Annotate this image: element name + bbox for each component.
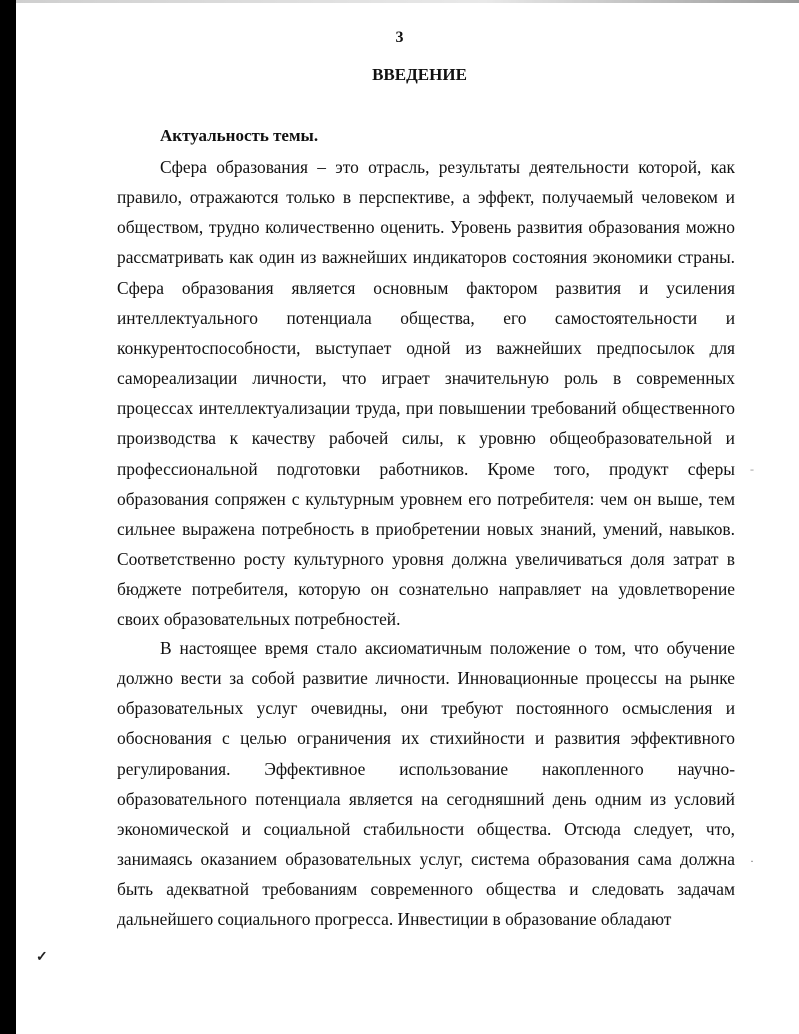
scan-speck-mark: - xyxy=(750,462,754,476)
paragraph-1 xyxy=(117,152,735,635)
page-number: 3 xyxy=(395,29,404,46)
paragraph-2-text: В настоящее время стало аксиоматичным положение о том, что обучение должно вести за собой развитие личности. Инновационные процессы на рынке образовательных услуг очевидны, они требуют постоянного осмысления и обоснования с целью ограничения их стихийности и развития эффективного регулирования. Эффективное использование накопленного научно-образовательного потенциала является на сегодняшний день одним из условий экономической и социальной стабильности общества. Отсюда следует, что, занимаясь оказанием образовательных услуг, система образования сама должна быть адекватной требованиям современного общества и следовать задачам дальнейшего социального прогресса. Инвестиции в образование обладают xyxy=(117,638,735,930)
section-title: Актуальность темы. xyxy=(160,126,319,145)
page-heading: ВВЕДЕНИЕ xyxy=(372,65,467,84)
scan-speck-mark: · xyxy=(750,854,754,868)
paragraph-1-text: Сфера образования – это отрасль, результаты деятельности которой, как правило, отражаются только в перспективе, а эффект, получаемый человеком и обществом, трудно количественно оценить. Уровень развития образования можно рассматривать как один из важнейших индикаторов состояния экономики страны. Сфера образования является основным фактором развития и усиления интеллектуального потенциала общества, его самостоятельности и конкурентоспособности, выступает одной из важнейших предпосылок для самореализации личности, что играет значительную роль в современных процессах интеллектуализации труда, при повышении требований общественного производства к качеству рабочей силы, к уровню общеобразовательной и профессиональной подготовки работников. Кроме того, продукт сферы образования сопряжен с культурным уровнем его потребителя: чем он выше, тем сильнее выражена потребность в приобретении новых знаний, умений, навыков. Соответственно росту культурного уровня должна увеличиваться доля затрат в бюджете потребителя, которую он сознательно направляет на удовлетворение своих образовательных потребностей. xyxy=(117,157,735,630)
paragraph-2 xyxy=(117,633,735,935)
scan-top-edge xyxy=(16,0,799,3)
scan-left-edge xyxy=(0,0,16,1034)
scan-speck-mark: ✓ xyxy=(36,950,48,965)
